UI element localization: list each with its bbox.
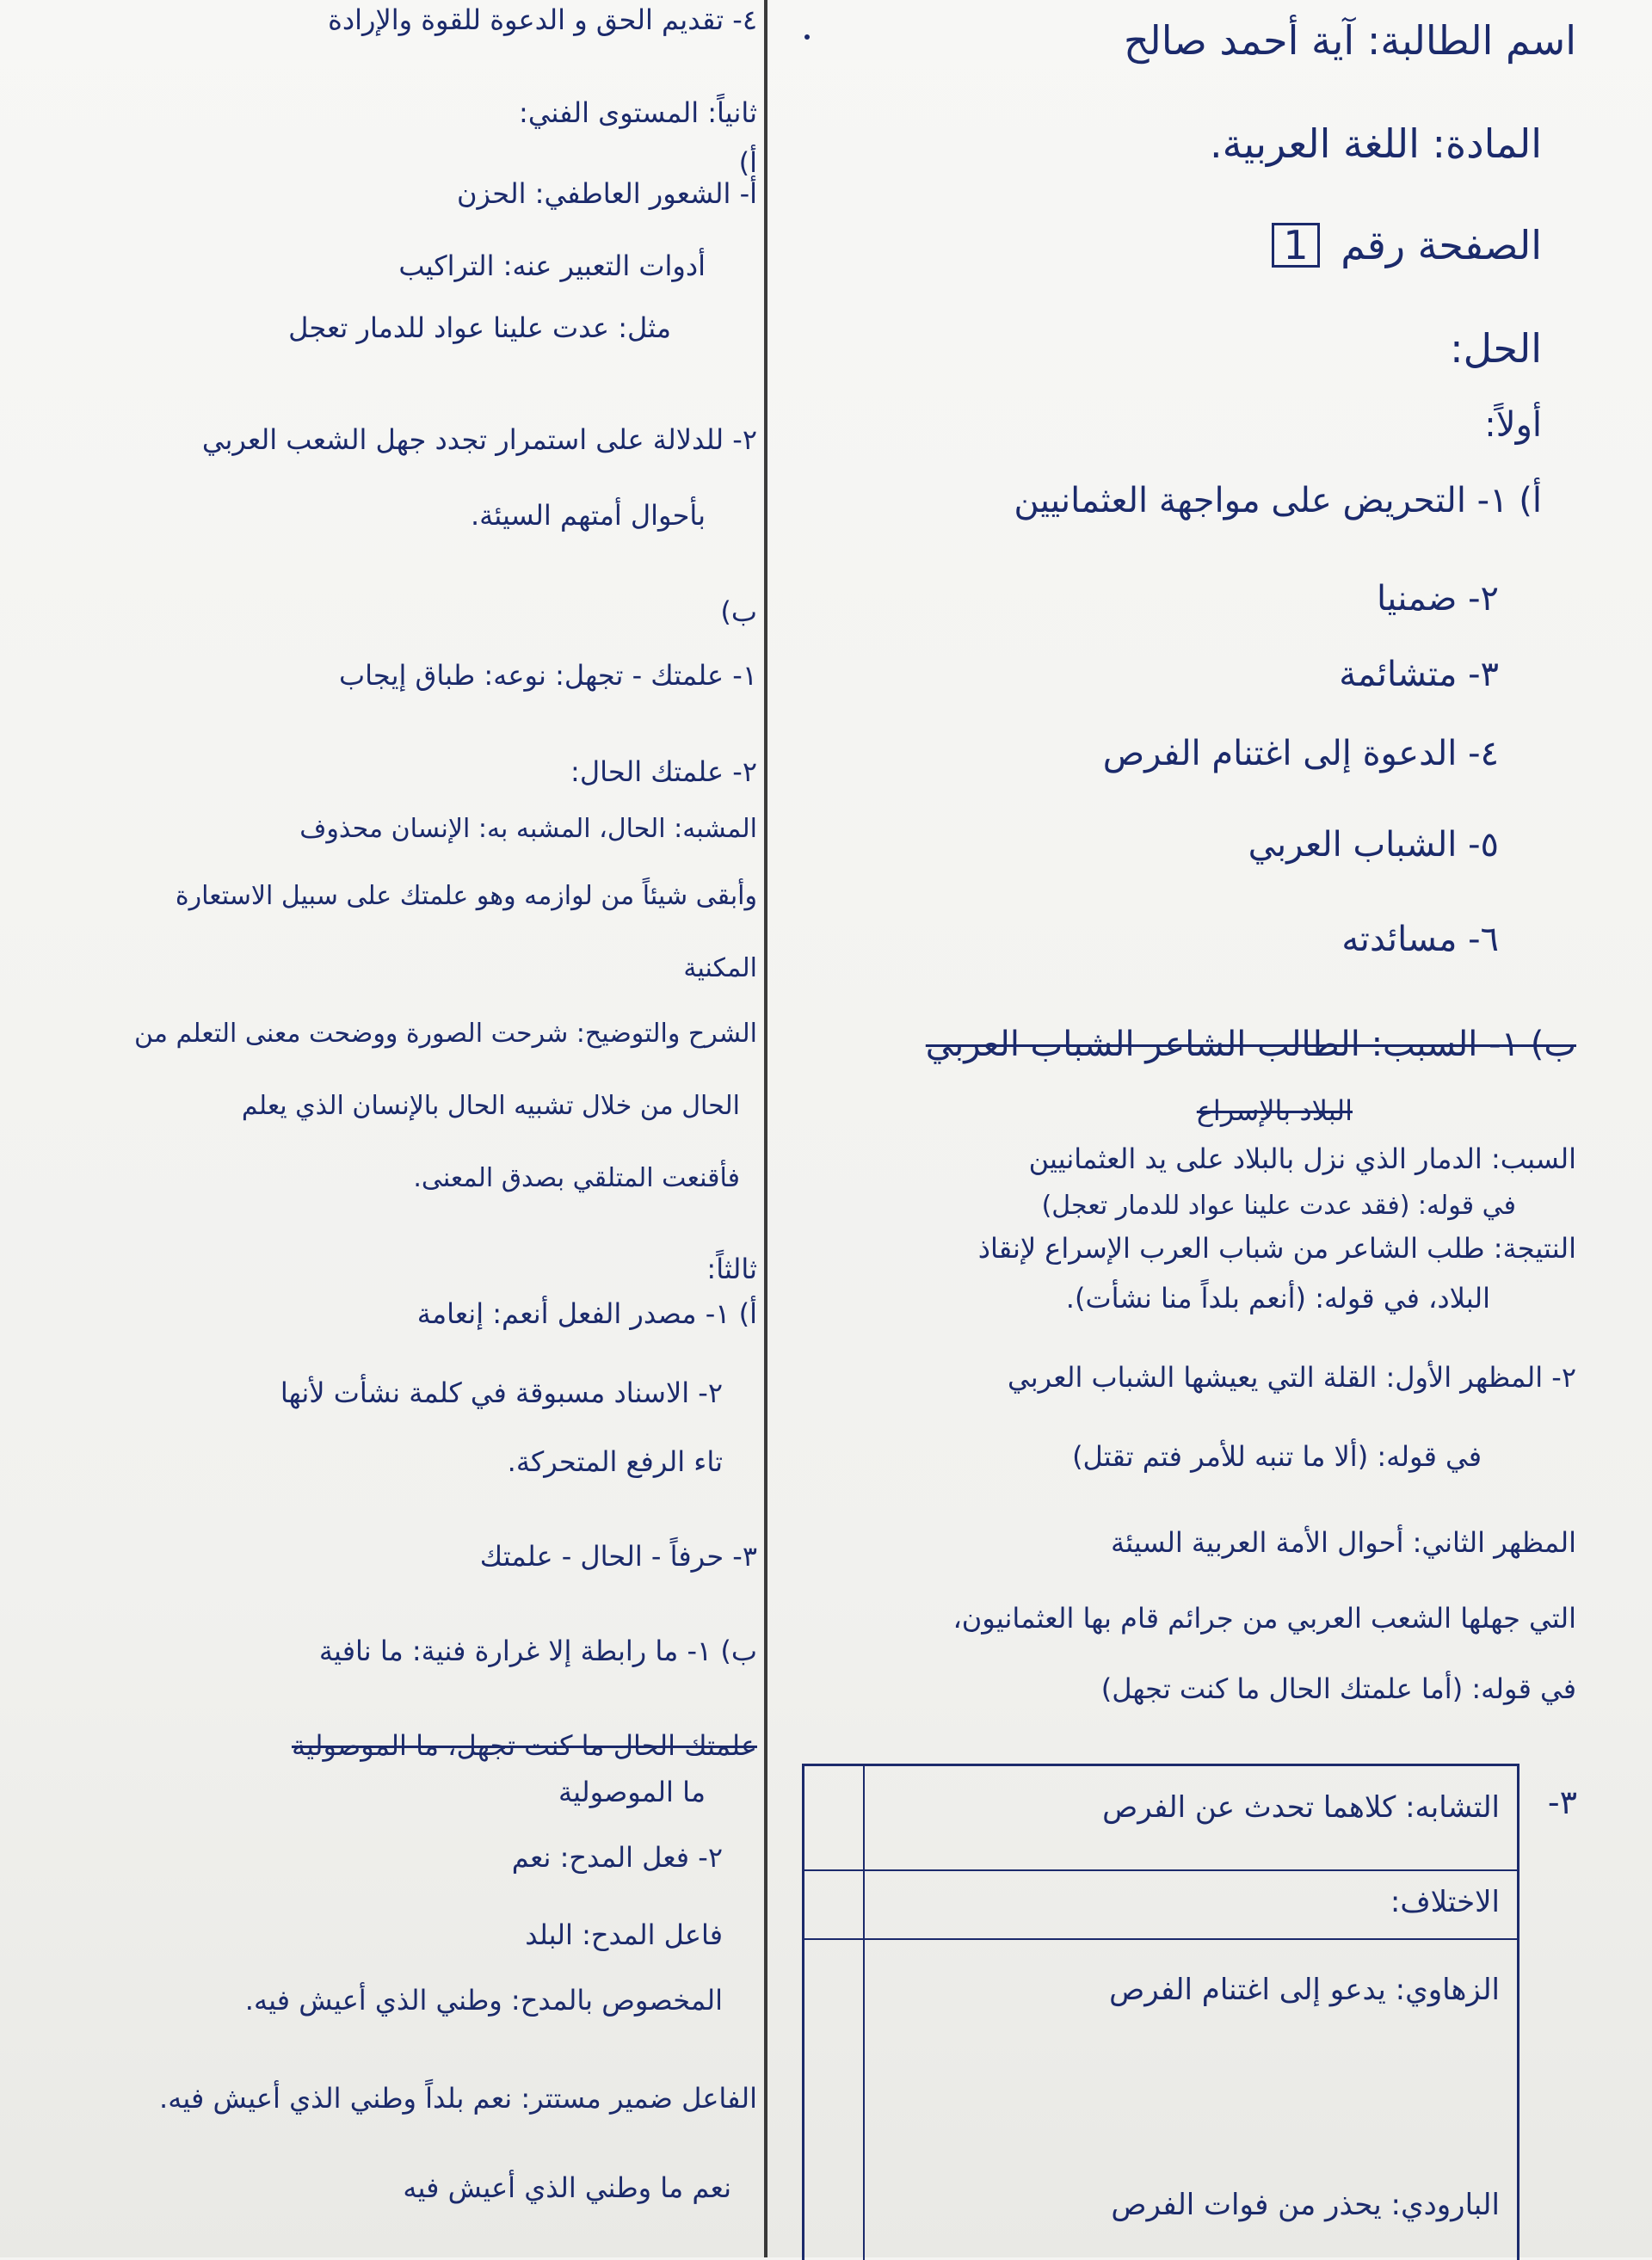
table-row-label: ٣- (1547, 1783, 1577, 1821)
left-line-10: وأبقى شيئاً من لوازمه وهو علمتك على سبيل الاستعارة (175, 881, 757, 911)
difference-cell: الاختلاف: (1390, 1885, 1500, 1919)
answer-a2: ٢- ضمنيا (1376, 579, 1499, 619)
answer-b2-line-4: التي جهلها الشعب العربي من جرائم قام بها العثمانيون، (952, 1602, 1576, 1635)
answer-b1-result-2: البلاد، في قوله: (أنعم بلداً منا نشأت). (1065, 1282, 1490, 1315)
left-line-4: مثل: عدت علينا عواد للدمار تعجل (288, 311, 671, 344)
answer-a3: ٣- متشائمة (1339, 655, 1499, 694)
left-line-8: ٢- علمتك الحال: (570, 755, 757, 788)
answer-b1-cause-quote: في قوله: (فقد عدت علينا عواد للدمار تعجل) (1041, 1191, 1516, 1221)
left-line-17: تاء الرفع المتحركة. (507, 1445, 723, 1478)
answer-b2-line-5: في قوله: (أما علمتك الحال ما كنت تجهل) (1100, 1672, 1576, 1705)
left-line-23: فاعل المدح: البلد (525, 1918, 723, 1951)
left-line-15: أ) ١- مصدر الفعل أنعم: إنعامة (416, 1297, 757, 1330)
answer-a6: ٦- مسائدته (1341, 920, 1499, 959)
center-fold-line (764, 0, 767, 2257)
answer-b2-line-1: ٢- المظهر الأول: القلة التي يعيشها الشباب العربي (1008, 1361, 1576, 1394)
student-name: اسم الطالبة: آية أحمد صالح (1123, 17, 1576, 64)
left-line-3: أدوات التعبير عنه: التراكيب (398, 249, 706, 282)
page-number-box: 1 (1272, 223, 1319, 268)
comparison-table (802, 1764, 1577, 2260)
answer-b1-cause: السبب: الدمار الذي نزل بالبلاد على يد العثمانيين (1028, 1142, 1576, 1175)
left-line-6: بأحوال أمتهم السيئة. (470, 499, 706, 532)
left-line-24: المخصوص بالمدح: وطني الذي أعيش فيه. (244, 1984, 723, 2017)
answer-a5: ٥- الشباب العربي (1248, 825, 1499, 865)
answer-a4: ٤- الدعوة إلى اغتنام الفرص (1102, 734, 1499, 773)
left-line-5: ٢- للدلالة على استمرار تجدد جهل الشعب العربي (201, 423, 757, 456)
left-line-21: ما الموصولية (558, 1776, 706, 1808)
left-line-11: المكنية (683, 953, 757, 983)
left-line-20-struck: علمتك الحال ما كنت تجهل، ما الموصولية (291, 1729, 757, 1762)
answer-b2-line-2: في قوله: (ألا ما تنبه للأمر فتم تقتل) (1072, 1440, 1482, 1473)
left-line-25: الفاعل ضمير مستتر: نعم بلداً وطني الذي أعيش فيه. (159, 2082, 757, 2115)
answer-a1: أ) ١- التحريض على مواجهة العثمانيين (1014, 481, 1542, 520)
left-line-14: فأقنعت المتلقي بصدق المعنى. (413, 1163, 740, 1193)
left-b-mark: ب) (720, 595, 757, 628)
answer-b1-result-1: النتيجة: طلب الشاعر من شباب العرب الإسراع لإنقاذ (977, 1232, 1576, 1265)
left-line-16: ٢- الاسناد مسبوقة في كلمة نشأت لأنها (280, 1376, 723, 1409)
struck-line-1: ب) ١- السبب: الطالب الشاعر الشباب العربي (925, 1025, 1576, 1064)
table-row (804, 1869, 1517, 1940)
left-line-9: المشبه: الحال، المشبه به: الإنسان محذوف (299, 814, 757, 844)
struck-line-2: البلاد بالإسراع (1196, 1094, 1353, 1127)
table-row (804, 1938, 1517, 2260)
section-second-heading: ثانياً: المستوى الفني: (519, 96, 757, 129)
page-number-line (1272, 222, 1542, 269)
similarity-cell: التشابه: كلاهما تحدث عن الفرص (1102, 1790, 1500, 1825)
page-label: الصفحة رقم (1341, 222, 1542, 268)
answer-b2-line-3: المظهر الثاني: أحوال الأمة العربية السيئة (1111, 1526, 1576, 1559)
section-third-heading: ثالثاً: (706, 1253, 757, 1285)
left-line-2: أ- الشعور العاطفي: الحزن (457, 177, 757, 210)
left-line-26: نعم ما وطني الذي أعيش فيه (403, 2171, 731, 2204)
solution-heading: الحل: (1450, 325, 1542, 372)
left-line-18: ٣- حرفاً - الحال - علمتك (479, 1540, 757, 1573)
table-row (804, 1766, 1517, 1871)
left-line-1: ٤- تقديم الحق و الدعوة للقوة والإرادة (328, 3, 757, 36)
barudi-cell: البارودي: يحذر من فوات الفرص (1111, 2188, 1500, 2222)
left-column (9, 0, 757, 2257)
zahawi-cell: الزهاوي: يدعو إلى اغتنام الفرص (1109, 1973, 1500, 2007)
left-a-mark: أ) (738, 146, 757, 179)
left-line-22: ٢- فعل المدح: نعم (511, 1841, 723, 1874)
left-line-12: الشرح والتوضيح: شرحت الصورة ووضحت معنى التعلم من (134, 1019, 757, 1049)
left-line-13: الحال من خلال تشبيه الحال بالإنسان الذي يعلم (241, 1091, 740, 1121)
left-line-7: ١- علمتك - تجهل: نوعه: طباق إيجاب (339, 659, 757, 692)
subject-line: المادة: اللغة العربية. (1210, 120, 1542, 167)
left-line-19: ب) ١- ما رابطة إلا غرارة فنية: ما نافية (318, 1635, 757, 1667)
section-first-heading: أولاً: (1484, 405, 1542, 445)
